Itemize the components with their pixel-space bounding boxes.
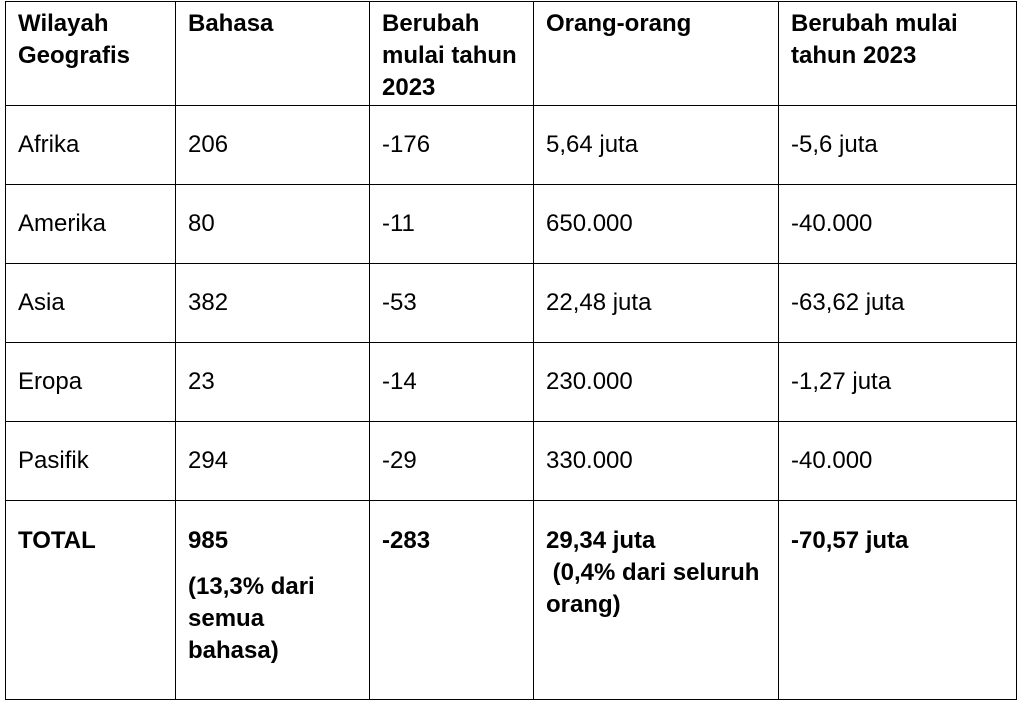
cell-languages-change: -11 bbox=[370, 185, 534, 264]
total-row bbox=[6, 501, 1017, 700]
total-people-change: -70,57 juta bbox=[791, 527, 909, 554]
total-people-note: (0,4% dari seluruh orang) bbox=[546, 559, 767, 618]
language-region-table bbox=[5, 1, 1017, 700]
cell-people: 230.000 bbox=[534, 343, 779, 422]
cell-languages: 23 bbox=[176, 343, 370, 422]
header-languages-change: Berubah mulai tahun 2023 bbox=[370, 2, 534, 106]
total-languages-change: -283 bbox=[382, 527, 431, 554]
total-people-change-cell bbox=[779, 501, 1017, 700]
header-languages: Bahasa bbox=[176, 2, 370, 106]
cell-region: Eropa bbox=[6, 343, 176, 422]
total-label bbox=[6, 501, 176, 700]
total-label-text: TOTAL bbox=[18, 527, 96, 554]
cell-people-change: -63,62 juta bbox=[779, 264, 1017, 343]
header-people-change: Berubah mulai tahun 2023 bbox=[779, 2, 1017, 106]
total-people: 29,34 juta bbox=[546, 527, 656, 554]
cell-languages: 206 bbox=[176, 106, 370, 185]
header-row bbox=[6, 2, 1017, 106]
cell-people: 5,64 juta bbox=[534, 106, 779, 185]
cell-languages-change: -14 bbox=[370, 343, 534, 422]
cell-people-change: -5,6 juta bbox=[779, 106, 1017, 185]
total-languages-cell bbox=[176, 501, 370, 700]
total-people-cell bbox=[534, 501, 779, 700]
cell-languages-change: -29 bbox=[370, 422, 534, 501]
cell-languages: 382 bbox=[176, 264, 370, 343]
cell-people: 22,48 juta bbox=[534, 264, 779, 343]
cell-region: Asia bbox=[6, 264, 176, 343]
total-languages-note: (13,3% dari semua bahasa) bbox=[188, 573, 315, 664]
cell-region: Pasifik bbox=[6, 422, 176, 501]
table-row bbox=[6, 343, 1017, 422]
cell-region: Amerika bbox=[6, 185, 176, 264]
table-row bbox=[6, 185, 1017, 264]
total-languages: 985 bbox=[188, 527, 229, 554]
cell-region: Afrika bbox=[6, 106, 176, 185]
table-row bbox=[6, 264, 1017, 343]
header-people: Orang-orang bbox=[534, 2, 779, 106]
header-region: Wilayah Geografis bbox=[6, 2, 176, 106]
table-row bbox=[6, 106, 1017, 185]
cell-languages: 80 bbox=[176, 185, 370, 264]
cell-people: 650.000 bbox=[534, 185, 779, 264]
cell-people-change: -40.000 bbox=[779, 185, 1017, 264]
table-row bbox=[6, 422, 1017, 501]
cell-languages-change: -53 bbox=[370, 264, 534, 343]
cell-people-change: -40.000 bbox=[779, 422, 1017, 501]
total-languages-change-cell bbox=[370, 501, 534, 700]
cell-languages-change: -176 bbox=[370, 106, 534, 185]
cell-people-change: -1,27 juta bbox=[779, 343, 1017, 422]
cell-languages: 294 bbox=[176, 422, 370, 501]
cell-people: 330.000 bbox=[534, 422, 779, 501]
